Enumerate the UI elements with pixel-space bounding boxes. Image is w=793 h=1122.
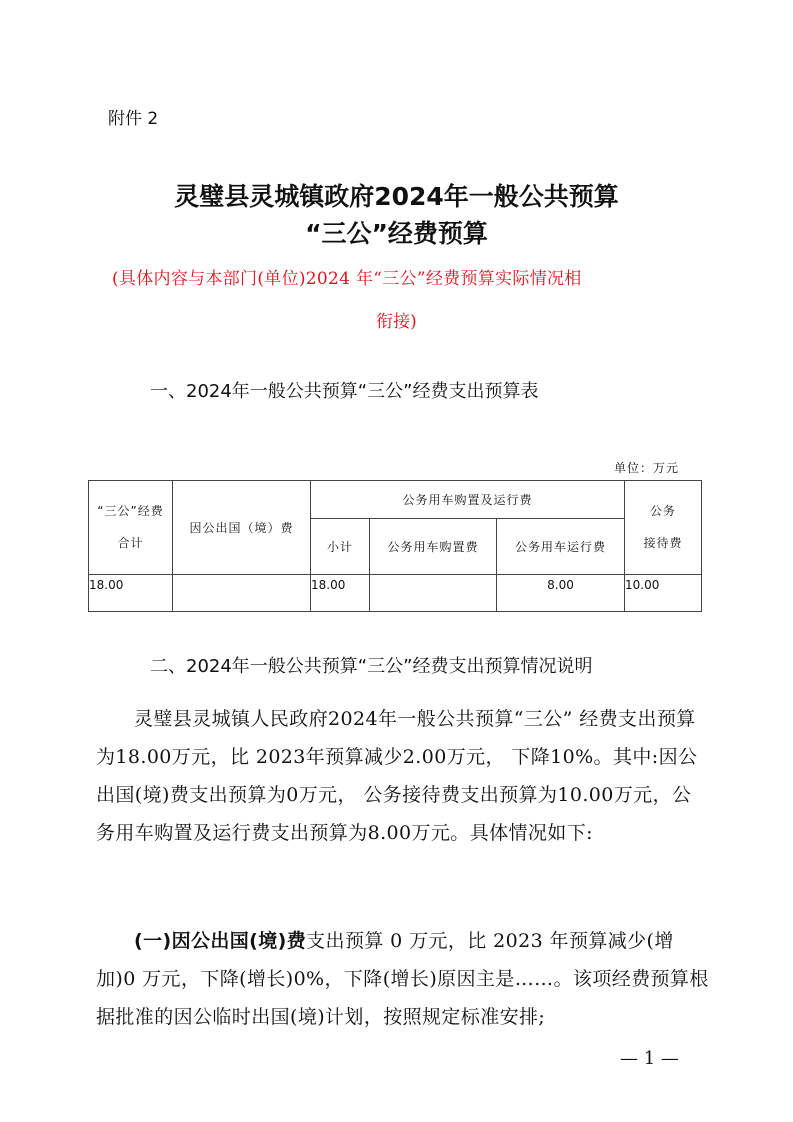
cell-subtotal [311, 575, 370, 612]
section2-heading: 二、2024年一般公共预算“三公”经费支出预算情况说明 [150, 656, 593, 677]
budget-table [88, 480, 702, 612]
document-title-line2: “三公”经费预算 [305, 219, 488, 248]
header-total-line2: 合计 [117, 535, 144, 550]
note-line1: (具体内容与本部门(单位)2024 年“三公”经费预算实际情况相 [112, 269, 582, 289]
cell-vehicle-purchase [370, 575, 497, 612]
cell-total-value: 18.00 [89, 578, 124, 592]
section1-heading: 一、2024年一般公共预算“三公”经费支出预算表 [150, 381, 539, 402]
header-reception-line2: 接待费 [643, 535, 683, 550]
unit-label: 单位：万元 [614, 461, 680, 475]
paragraph-abroad-lead: (一)因公出国(境)费 [134, 930, 307, 952]
cell-reception-value: 10.00 [625, 578, 660, 592]
paragraph-summary-text: 灵璧县灵城镇人民政府2024年一般公共预算“三公” 经费支出预算为18.00万元，比 2023年预算减少2.00万元， 下降10%。其中:因公出国(境)费支出预算为0万元， 公务接待费支出预算为10.00万元，公务用车购置及运行费支出预算为8.00万元。具体情况如下: [96, 708, 698, 844]
header-reception [625, 481, 702, 575]
paragraph-summary [96, 700, 710, 852]
cell-subtotal-value: 18.00 [311, 578, 346, 592]
paragraph-abroad-text [96, 922, 710, 1036]
header-total [89, 481, 173, 575]
paragraph-abroad-body: 支出预算 0 万元，比 2023 年预算减少(增加)0 万元，下降(增长)0%，下降(增长)原因主是……。该项经费预算根据批准的因公临时出国(境)计划，按照规定标准安排; [96, 930, 709, 1028]
header-vehicle-group: 公务用车购置及运行费 [311, 481, 625, 519]
paragraph-abroad [96, 922, 710, 1036]
header-total-line1: “三公”经费 [97, 504, 164, 519]
header-vehicle-operation: 公务用车运行费 [497, 519, 625, 575]
header-reception-line1: 公务 [649, 504, 676, 519]
cell-total [89, 575, 173, 612]
header-subtotal: 小计 [311, 519, 370, 575]
header-vehicle-purchase: 公务用车购置费 [370, 519, 497, 575]
cell-abroad [173, 575, 311, 612]
attachment-label: 附件 2 [108, 109, 159, 129]
cell-vehicle-operation-value: 8.00 [547, 578, 574, 592]
header-abroad: 因公出国（境）费 [173, 481, 311, 575]
cell-reception [625, 575, 702, 612]
table-row [89, 575, 702, 612]
page-number: — 1 — [620, 1048, 679, 1069]
document-title-line1: 灵璧县灵城镇政府2024年一般公共预算 [174, 182, 619, 211]
cell-vehicle-operation [497, 575, 625, 612]
note-line2: 衔接) [376, 312, 417, 332]
